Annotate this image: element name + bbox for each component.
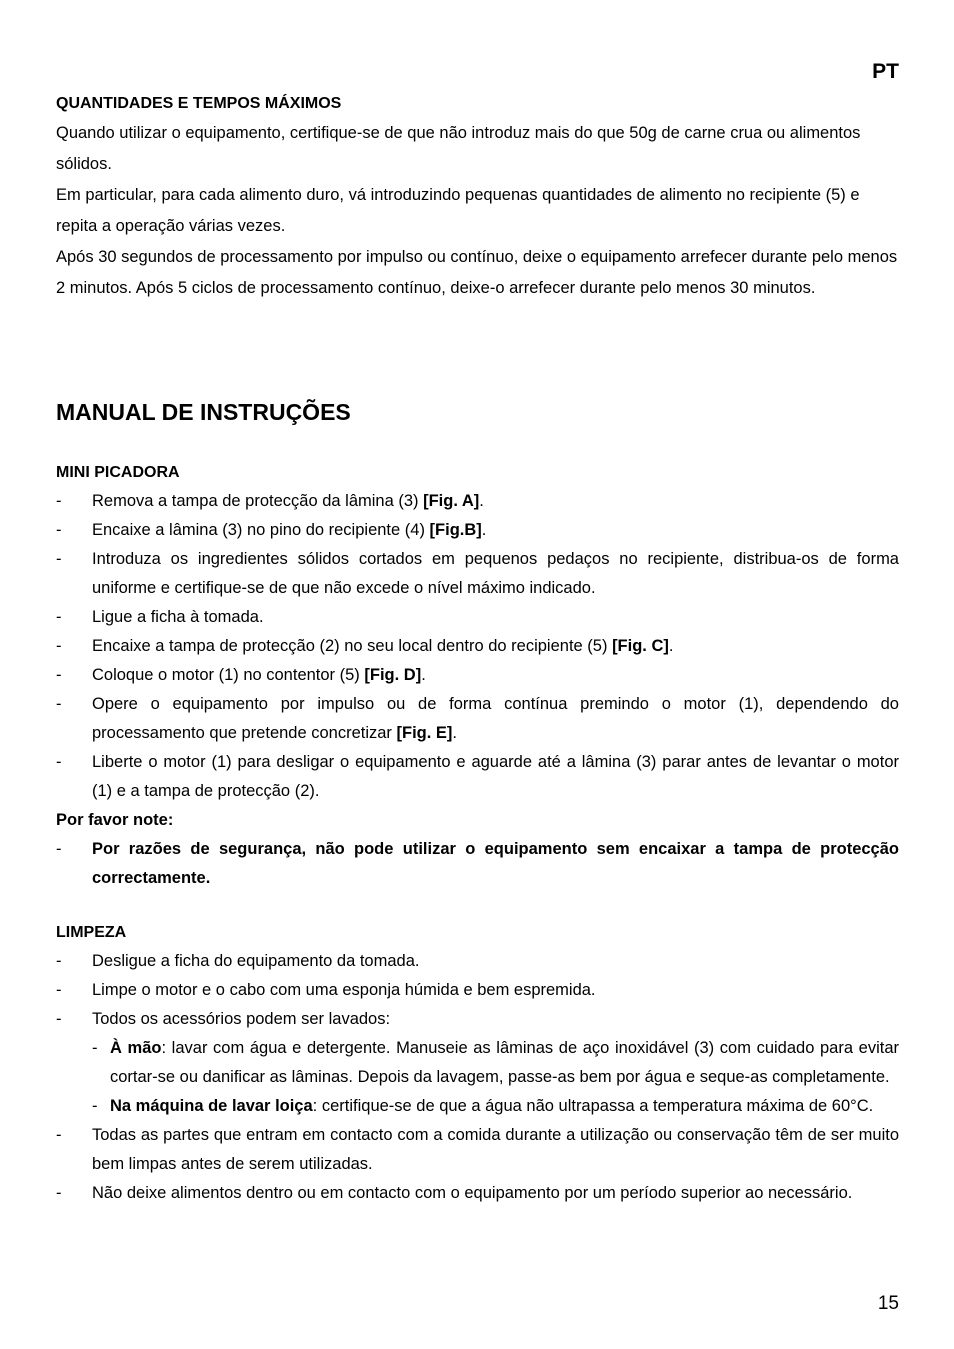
language-code: PT — [872, 60, 899, 83]
list-item: - Introduza os ingredientes sólidos cortados em pequenos pedaços no recipiente, distribua-os de forma uniforme e certifique-se de que não excede o nível máximo indicado. — [56, 545, 899, 603]
section-title-max-quantities: QUANTIDADES E TEMPOS MÁXIMOS — [56, 95, 342, 112]
section-title-mini-picadora: MINI PICADORA — [56, 464, 180, 481]
paragraph-1: Quando utilizar o equipamento, certifique-se de que não introduz mais do que 50g de carne crua ou alimentos sólidos. — [56, 124, 861, 173]
manual-title: MANUAL DE INSTRUÇÕES — [56, 399, 351, 425]
list-item: - Encaixe a lâmina (3) no pino do recipiente (4) [Fig.B]. — [56, 516, 899, 545]
list-item: - Todas as partes que entram em contacto com a comida durante a utilização ou conservação têm de ser muito bem limpas antes de serem utilizadas. — [56, 1121, 899, 1179]
mini-instructions-list — [56, 487, 899, 806]
section-mini-picadora — [56, 458, 899, 893]
sublist-item: - Na máquina de lavar loiça: certifique-se de que a água não ultrapassa a temperatura máxima de 60°C. — [92, 1092, 899, 1121]
list-item: - Opere o equipamento por impulso ou de forma contínua premindo o motor (1), dependendo do processamento que pretende concretizar [Fig. E]. — [56, 690, 899, 748]
section-title-limpeza: LIMPEZA — [56, 924, 127, 941]
list-item: - Encaixe a tampa de protecção (2) no seu local dentro do recipiente (5) [Fig. C]. — [56, 632, 899, 661]
list-item: - Ligue a ficha à tomada. — [56, 603, 899, 632]
list-item: - Liberte o motor (1) para desligar o equipamento e aguarde até a lâmina (3) parar antes de levantar o motor (1) e a tampa de protecção (2). — [56, 748, 899, 806]
note-label: Por favor note: — [56, 811, 174, 829]
paragraph-2: Em particular, para cada alimento duro, vá introduzindo pequenas quantidades de alimento no recipiente (5) e repita a operação várias vezes. — [56, 186, 860, 235]
list-item: - Coloque o motor (1) no contentor (5) [Fig. D]. — [56, 661, 899, 690]
sublist-item: - À mão: lavar com água e detergente. Manuseie as lâminas de aço inoxidável (3) com cuidado para evitar cortar-se ou danificar as lâminas. Depois da lavagem, passe-as bem por água e seque-as completamente. — [92, 1034, 899, 1092]
list-item: - Não deixe alimentos dentro ou em contacto com o equipamento por um período superior ao necessário. — [56, 1179, 899, 1208]
section-limpeza — [56, 918, 899, 1208]
section-max-quantities — [56, 89, 899, 304]
sublist-container — [56, 1034, 899, 1121]
note-item: - Por razões de segurança, não pode utilizar o equipamento sem encaixar a tampa de protecção correctamente. — [56, 835, 899, 893]
page-number: 15 — [877, 1293, 899, 1314]
list-item: - Todos os acessórios podem ser lavados: — [56, 1005, 899, 1034]
paragraph-3: Após 30 segundos de processamento por impulso ou contínuo, deixe o equipamento arrefecer durante pelo menos 2 minutos. Após 5 ciclos de processamento contínuo, deixe-o arrefecer durante pelo menos 30 minutos. — [56, 248, 898, 297]
list-item: - Remova a tampa de protecção da lâmina (3) [Fig. A]. — [56, 487, 899, 516]
manual-heading-block — [56, 397, 899, 427]
list-item: - Limpe o motor e o cabo com uma esponja húmida e bem espremida. — [56, 976, 899, 1005]
washing-methods-list — [92, 1034, 899, 1121]
cleaning-list — [56, 947, 899, 1208]
list-item: - Desligue a ficha do equipamento da tomada. — [56, 947, 899, 976]
note-list — [56, 835, 899, 893]
